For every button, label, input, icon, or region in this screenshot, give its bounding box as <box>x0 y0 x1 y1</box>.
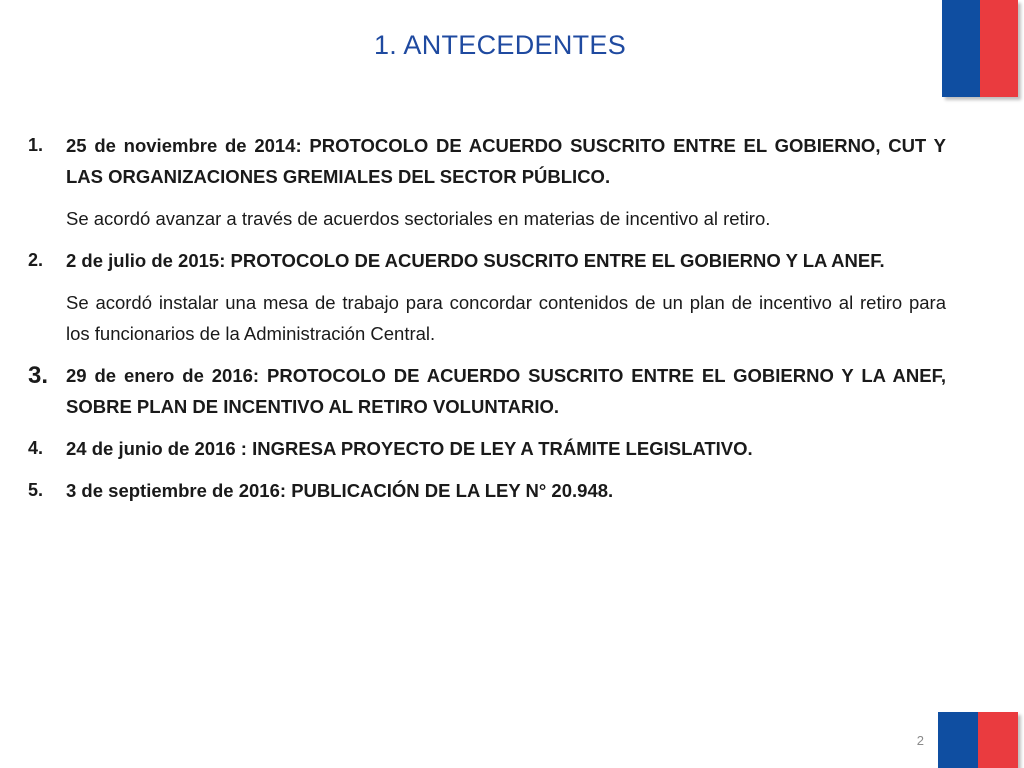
item-heading: 3 de septiembre de 2016: PUBLICACIÓN DE LA LEY N° 20.948. <box>66 480 614 501</box>
item-number: 5. <box>28 480 44 500</box>
flag-blue-stripe <box>938 712 978 768</box>
antecedentes-list <box>28 130 946 517</box>
item-heading: 2 de julio de 2015: PROTOCOLO DE ACUERDO SUSCRITO ENTRE EL GOBIERNO Y LA ANEF. <box>66 250 885 271</box>
flag-logo-bottom <box>938 712 1018 768</box>
slide-title: 1. ANTECEDENTES <box>373 30 627 60</box>
list-item <box>28 130 946 234</box>
item-body <box>66 130 946 234</box>
flag-blue-stripe <box>942 0 980 97</box>
item-body <box>66 433 946 464</box>
item-number: 4. <box>28 438 44 458</box>
item-number: 1. <box>28 135 44 155</box>
list-item <box>28 475 946 506</box>
item-heading: 29 de enero de 2016: PROTOCOLO DE ACUERDO SUSCRITO ENTRE EL GOBIERNO Y LA ANEF, SOBRE PLAN DE INCENTIVO AL RETIRO VOLUNTARIO. <box>66 365 946 417</box>
item-body <box>66 360 946 422</box>
list-item <box>28 360 946 422</box>
flag-logo-top <box>942 0 1018 97</box>
item-paragraph: Se acordó avanzar a través de acuerdos sectoriales en materias de incentivo al retiro. <box>66 208 771 229</box>
item-body <box>66 475 946 506</box>
item-paragraph: Se acordó instalar una mesa de trabajo para concordar contenidos de un plan de incentivo al retiro para los funcionarios de la Administración Central. <box>66 292 946 344</box>
item-heading: 24 de junio de 2016 : INGRESA PROYECTO DE LEY A TRÁMITE LEGISLATIVO. <box>66 438 753 459</box>
item-number: 3. <box>28 362 49 389</box>
item-heading: 25 de noviembre de 2014: PROTOCOLO DE ACUERDO SUSCRITO ENTRE EL GOBIERNO, CUT Y LAS ORGANIZACIONES GREMIALES DEL SECTOR PÚBLICO. <box>66 135 946 187</box>
list-item <box>28 245 946 349</box>
item-body <box>66 245 946 349</box>
item-number: 2. <box>28 250 44 270</box>
flag-red-stripe <box>978 712 1018 768</box>
list-item <box>28 433 946 464</box>
page-number: 2 <box>916 733 924 748</box>
flag-red-stripe <box>980 0 1018 97</box>
